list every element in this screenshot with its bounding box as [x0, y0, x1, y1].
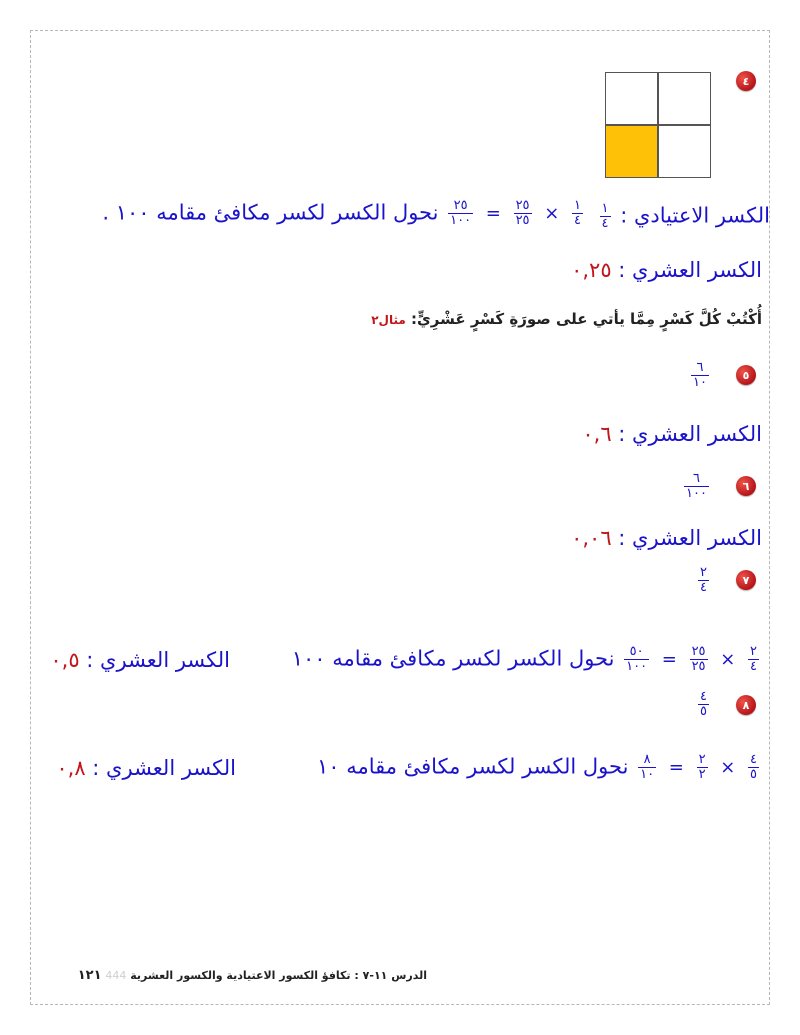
- multiplicand-fraction: [748, 753, 759, 782]
- fraction-numerator: ١: [574, 198, 581, 213]
- conversion-equation-4: [102, 199, 586, 228]
- fraction-denominator: ١٠٠: [450, 213, 472, 228]
- page-footer: [78, 968, 427, 983]
- fraction-numerator: ٦: [696, 360, 704, 375]
- fraction-denominator: ١٠٠: [686, 486, 707, 501]
- problem-8-fraction: [698, 690, 709, 719]
- result-fraction: [448, 199, 473, 228]
- page-number: ١٢١: [77, 968, 102, 983]
- fraction-numerator: ٢٥: [691, 644, 706, 659]
- problem-8-fraction-wrap: [695, 690, 712, 719]
- decimal-answer-7: [50, 648, 230, 672]
- example-tag: مثال٢: [371, 313, 406, 327]
- decimal-answer-6: [571, 526, 762, 550]
- fraction-denominator: ٢٥: [515, 213, 530, 228]
- fraction-denominator: ١٠: [640, 767, 655, 782]
- fraction-numerator: ٢: [700, 565, 707, 580]
- fraction-numerator: ٥٠: [629, 644, 644, 659]
- fraction-denominator: ٤: [700, 580, 707, 595]
- result-fraction: [624, 645, 649, 674]
- decimal-value: ٠,٠٦: [571, 526, 612, 550]
- problem-6-fraction: [684, 472, 709, 501]
- problem-6-fraction-wrap: [681, 472, 712, 501]
- fraction-denominator: ١٠٠: [626, 659, 648, 674]
- decimal-label: الكسر العشري :: [618, 422, 762, 446]
- equals-sign: =: [661, 649, 677, 670]
- decimal-answer-4: [571, 258, 762, 282]
- decimal-value: ٠,٦: [582, 422, 612, 446]
- conversion-text: نحول الكسر لكسر مكافئ مقامه ١٠٠: [291, 646, 615, 671]
- decimal-label: الكسر العشري :: [86, 648, 230, 672]
- equals-sign: =: [668, 757, 684, 778]
- footer-lesson: الدرس ١١-٧ :: [354, 969, 427, 982]
- footer-title: تكافؤ الكسور الاعتيادية والكسور العشرية: [130, 969, 351, 982]
- result-fraction: [638, 753, 656, 782]
- instruction-text: أُكْتُبْ كُلَّ كَسْرٍ مِمَّا يأتي على صورَةِ كَسْرٍ عَشْرِيٍّ:: [411, 310, 762, 328]
- decimal-value: ٠,٥: [50, 648, 80, 672]
- common-fraction: [600, 202, 611, 231]
- conversion-equation-8: [317, 753, 762, 782]
- decimal-label: الكسر العشري :: [618, 258, 762, 282]
- fraction-denominator: ٢٥: [691, 659, 706, 674]
- problem-5-badge: ٥: [736, 365, 756, 385]
- fraction-denominator: ٥: [750, 767, 757, 782]
- grid-cell: [658, 72, 711, 125]
- fraction-denominator: ١٠: [693, 375, 707, 390]
- problem-5-fraction: [691, 361, 709, 390]
- problem-6-badge: ٦: [736, 476, 756, 496]
- multiplicand-fraction: [748, 645, 759, 674]
- decimal-answer-8: [56, 756, 236, 780]
- decimal-answer-5: [582, 422, 762, 446]
- problem-5-fraction-wrap: [688, 361, 712, 390]
- times-sign: ×: [720, 649, 736, 670]
- fraction-numerator: ٨: [643, 752, 651, 767]
- problem-7-fraction-wrap: [695, 566, 712, 595]
- fraction-numerator: ٢٥: [515, 198, 530, 213]
- fraction-denominator: ٤: [574, 213, 581, 228]
- times-sign: ×: [544, 203, 560, 224]
- times-sign: ×: [720, 757, 736, 778]
- multiplier-fraction: [514, 199, 532, 228]
- common-fraction-label: [597, 202, 770, 231]
- fraction-denominator: ٤: [601, 216, 609, 231]
- decimal-value: ٠,٨: [56, 756, 86, 780]
- conversion-equation-7: [292, 645, 762, 674]
- multiplicand-fraction: [572, 199, 583, 228]
- fraction-denominator: ٥: [700, 704, 707, 719]
- fraction-denominator: ٢: [698, 767, 706, 782]
- fraction-numerator: ٢٥: [453, 198, 468, 213]
- grid-cell: [605, 72, 658, 125]
- fraction-numerator: ٢: [750, 644, 757, 659]
- multiplier-fraction: [690, 645, 708, 674]
- fraction-numerator: ٦: [693, 471, 701, 486]
- problem-4-badge: ٤: [736, 71, 756, 91]
- decimal-label: الكسر العشري :: [92, 756, 236, 780]
- conversion-text: نحول الكسر لكسر مكافئ مقامه ١٠٠ .: [102, 200, 439, 225]
- fraction-numerator: ١: [601, 201, 609, 216]
- fraction-numerator: ٤: [700, 689, 707, 704]
- instruction: [371, 310, 762, 328]
- fraction-grid: [605, 72, 713, 180]
- common-fraction-label-text: الكسر الاعتيادي :: [620, 203, 770, 228]
- conversion-text: نحول الكسر لكسر مكافئ مقامه ١٠: [316, 754, 629, 779]
- grid-cell: [658, 125, 711, 178]
- footer-faded-number: 444: [105, 969, 127, 982]
- multiplier-fraction: [697, 753, 708, 782]
- fraction-denominator: ٤: [750, 659, 757, 674]
- problem-7-fraction: [698, 566, 709, 595]
- problem-8-badge: ٨: [736, 695, 756, 715]
- fraction-numerator: ٢: [698, 752, 706, 767]
- decimal-label: الكسر العشري :: [618, 526, 762, 550]
- problem-7-badge: ٧: [736, 570, 756, 590]
- decimal-value: ٠,٢٥: [571, 258, 612, 282]
- fraction-numerator: ٤: [750, 752, 757, 767]
- grid-cell-shaded: [605, 125, 658, 178]
- equals-sign: =: [485, 203, 501, 224]
